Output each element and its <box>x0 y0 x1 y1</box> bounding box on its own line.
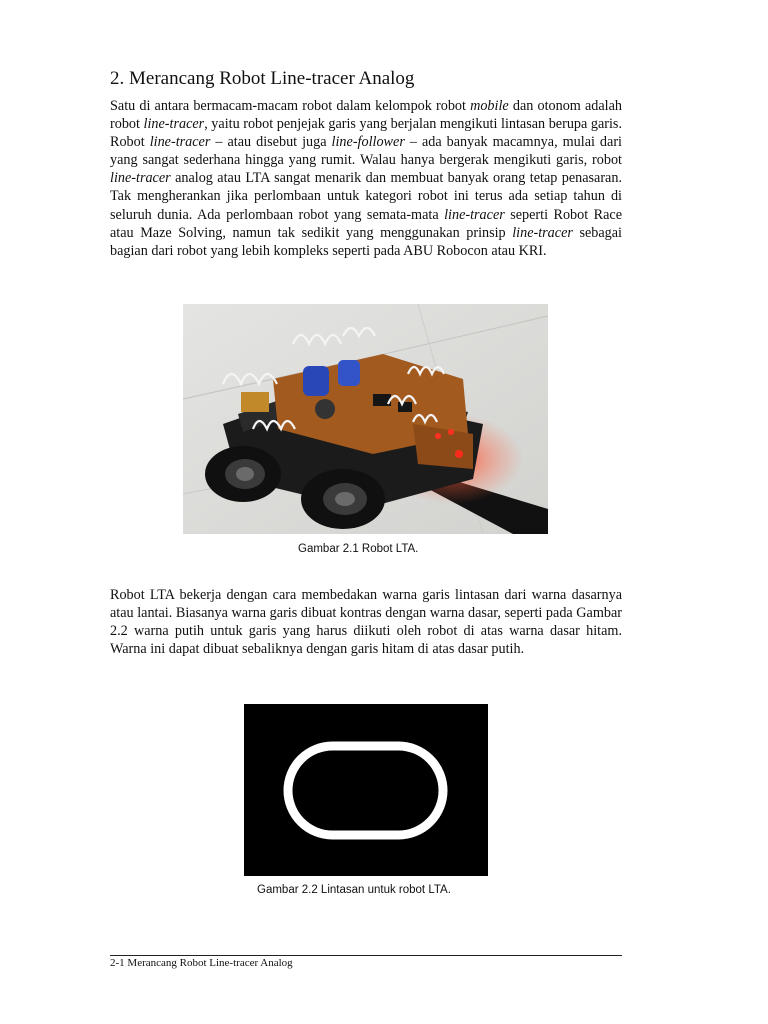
text-run: – ada banyak macamnya, mulai dari yang sangat sederhana hingga yang rumit. Walau hanya bergerak mengikuti garis, robot <box>110 134 622 169</box>
track-diagram <box>244 704 488 876</box>
footer-divider <box>110 955 622 956</box>
italic-term: line-tracer <box>143 116 205 133</box>
text-run: – atau disebut juga <box>210 134 332 151</box>
text-run: , yaitu robot penjejak garis yang berjalan mengikuti lintasan berupa garis. Robot <box>110 116 622 151</box>
section-heading: 2. Merancang Robot Line-tracer Analog <box>110 68 415 89</box>
text-run: analog atau LTA sangat menarik dan membuat banyak orang tetap penasaran. Tak mengherankan jika perlombaan untuk kategori robot ini terus ada setiap tahun di seluruh dunia. Ada perlombaan robot yang semata-mata <box>110 170 622 223</box>
italic-term: line-follower <box>331 134 405 151</box>
italic-term: line-tracer <box>110 170 171 187</box>
italic-term: mobile <box>470 98 509 114</box>
text-run: Satu di antara bermacam-macam robot dalam kelompok robot <box>110 98 471 114</box>
figure-1-caption: Gambar 2.1 Robot LTA. <box>298 543 419 555</box>
robot-lta-photo <box>183 304 548 534</box>
italic-term: line-tracer <box>512 224 573 241</box>
body-paragraph <box>110 586 622 658</box>
intro-paragraph <box>110 97 622 260</box>
text-run: sebagai bagian dari robot yang lebih kompleks seperti pada ABU Robocon atau KRI. <box>110 224 622 259</box>
text-run: seperti Robot Race atau Maze Solving, namun tak sedikit yang menggunakan prinsip <box>110 206 623 241</box>
italic-term: line-tracer <box>444 206 505 223</box>
text-run: dan otonom adalah robot <box>110 98 622 133</box>
text-run: Robot LTA bekerja dengan cara membedakan warna garis lintasan dari warna dasarnya atau lantai. Biasanya warna garis dibuat kontras dengan warna dasar, seperti pada Gambar 2.2 warna putih untuk garis yang harus diikuti oleh robot di atas warna dasar hitam. Warna ini dapat dibuat sebaliknya dengan garis hitam di atas dasar putih. <box>110 587 622 658</box>
figure-2-caption: Gambar 2.2 Lintasan untuk robot LTA. <box>257 884 451 896</box>
page-footer: 2-1 Merancang Robot Line-tracer Analog <box>110 957 293 969</box>
italic-term: line-tracer <box>149 134 211 151</box>
